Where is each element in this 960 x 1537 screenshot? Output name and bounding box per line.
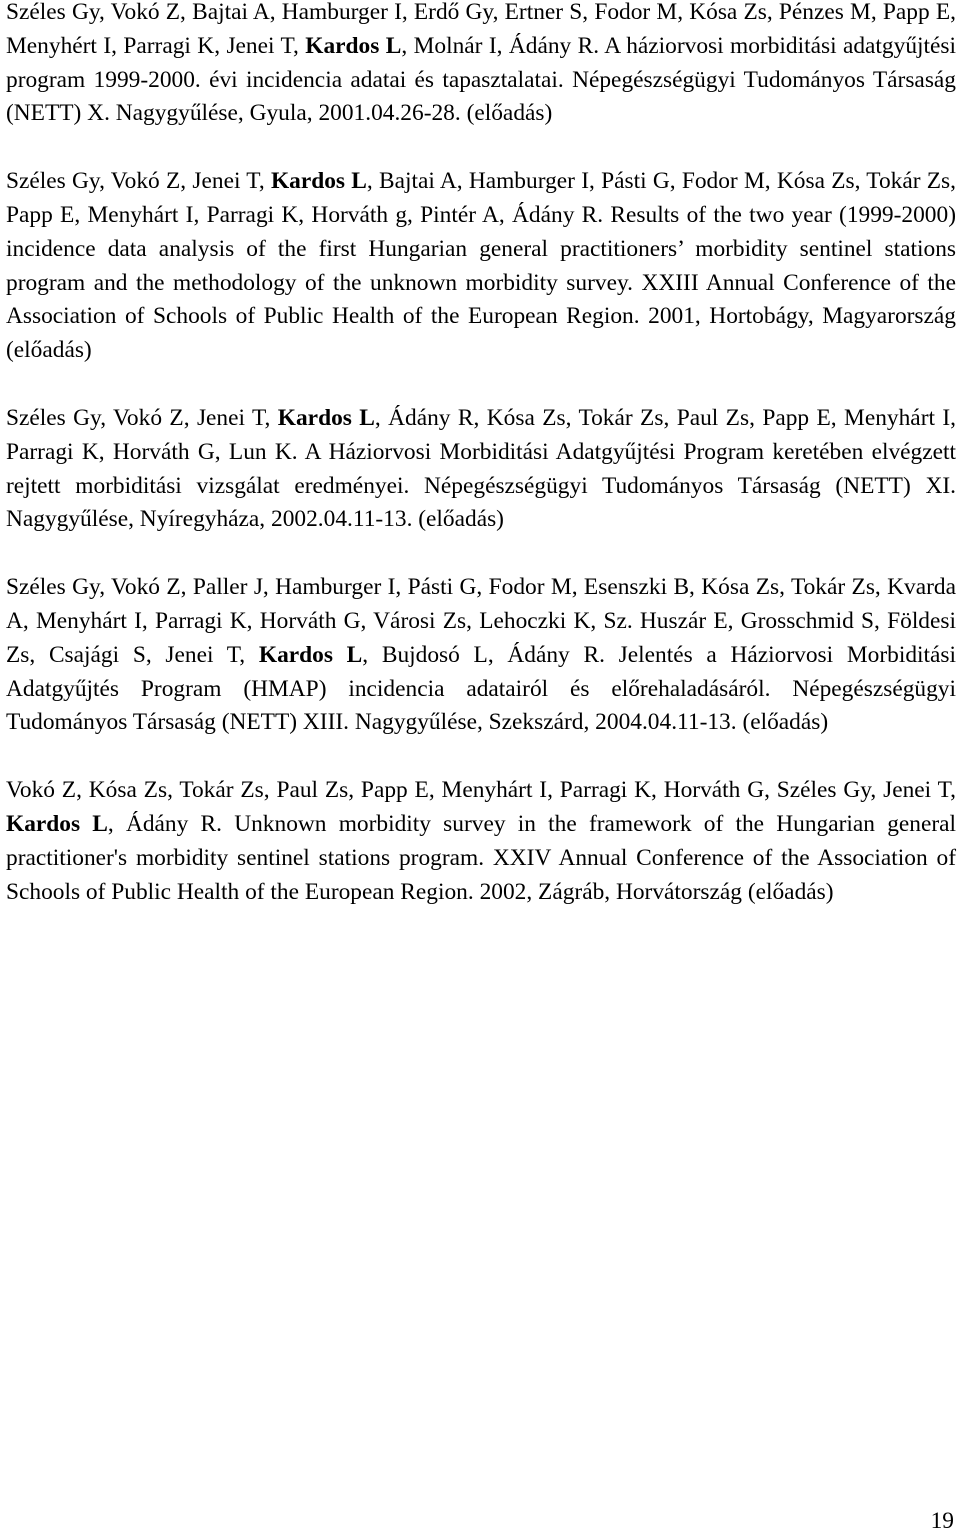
entry-authors: , Bajtai A, Hamburger I, Pásti G, Fodor M, Kósa Zs, Tokár Zs, Papp E, Menyhárt I, Parragi K, Horváth g, Pintér A, Ádány R.: [6, 168, 957, 228]
publication-entry: [6, 402, 956, 537]
entry-title: Jelentés a Háziorvosi Morbiditási Adatgyűjtés Program (HMAP) incidencia adatairól és előrehaladásáról. Népegészségügyi Tudományos Társaság (NETT) XIII. Nagygyűlése, Szekszárd, 2004.04.11-13. (előadás): [6, 641, 956, 736]
entry-authors: , Bujdosó L, Ádány R.: [362, 641, 619, 668]
entry-title: A Háziorvosi Morbiditási Adatgyűjtési Program keretében elvégzett rejtett morbiditási vizsgálat eredményei. Népegészségügyi Tudományos Társaság (NETT) XI. Nagygyűlése, Nyíregyháza, 2002.04.11-13. (előadás): [6, 438, 956, 533]
entry-title: Results of the two year (1999-2000) incidence data analysis of the first Hungarian general practitioners’ morbidity sentinel stations program and the methodology of the unknown morbidity survey. XXIII Annual Conference of the Association of Schools of Public Health of the European Region. 2001, Hortobágy, Magyarország (előadás): [6, 201, 956, 364]
entry-authors: Széles Gy, Vokó Z, Bajtai A, Hamburger I, Erdő Gy, Ertner S, Fodor M, Kósa Zs, Pénzes M, Papp E, Menyhért I, Parragi K, Jenei T,: [6, 0, 956, 59]
entry-authors: Vokó Z, Kósa Zs, Tokár Zs, Paul Zs, Papp E, Menyhárt I, Parragi K, Horváth G, Széles Gy, Jenei T,: [6, 777, 956, 804]
entry-title: Unknown morbidity survey in the framework of the Hungarian general practitioner's morbidity sentinel stations program. XXIV Annual Conference of the Association of Schools of Public Health of the European Region. 2002, Zágráb, Horvátország (előadás): [6, 810, 957, 905]
entry-title: A háziorvosi morbiditási adatgyűjtési program 1999-2000. évi incidencia adatai és tapasztalatai. Népegészségügyi Tudományos Társaság (NETT) X. Nagygyűlése, Gyula, 2001.04.26-28. (előadás): [6, 32, 956, 127]
publication-entry: [6, 0, 956, 131]
publication-entry: [6, 165, 956, 368]
page-number: 19: [930, 1508, 954, 1534]
highlighted-author: Kardos L: [258, 641, 363, 668]
entry-authors: Széles Gy, Vokó Z, Jenei T,: [6, 168, 271, 195]
publication-entry: [6, 571, 956, 740]
entry-authors: , Ádány R.: [107, 810, 235, 837]
publication-entry: [6, 774, 956, 909]
highlighted-author: Kardos L: [270, 168, 367, 195]
entry-authors: Széles Gy, Vokó Z, Jenei T,: [6, 404, 278, 431]
highlighted-author: Kardos L: [6, 810, 108, 837]
entry-authors: , Molnár I, Ádány R.: [401, 32, 605, 59]
publication-list: [6, 0, 956, 943]
highlighted-author: Kardos L: [305, 32, 402, 59]
entry-authors: Széles Gy, Vokó Z, Paller J, Hamburger I, Pásti G, Fodor M, Esenszki B, Kósa Zs, Tokár Zs, Kvarda A, Menyhárt I, Parragi K, Horváth G, Városi Zs, Lehoczki K, Sz. Huszár E, Grosschmid S, Földesi Zs, Csajági S, Jenei T,: [6, 574, 956, 668]
entry-authors: , Ádány R, Kósa Zs, Tokár Zs, Paul Zs, Papp E, Menyhárt I, Parragi K, Horváth G, Lun K.: [6, 404, 957, 465]
highlighted-author: Kardos L: [277, 404, 375, 431]
